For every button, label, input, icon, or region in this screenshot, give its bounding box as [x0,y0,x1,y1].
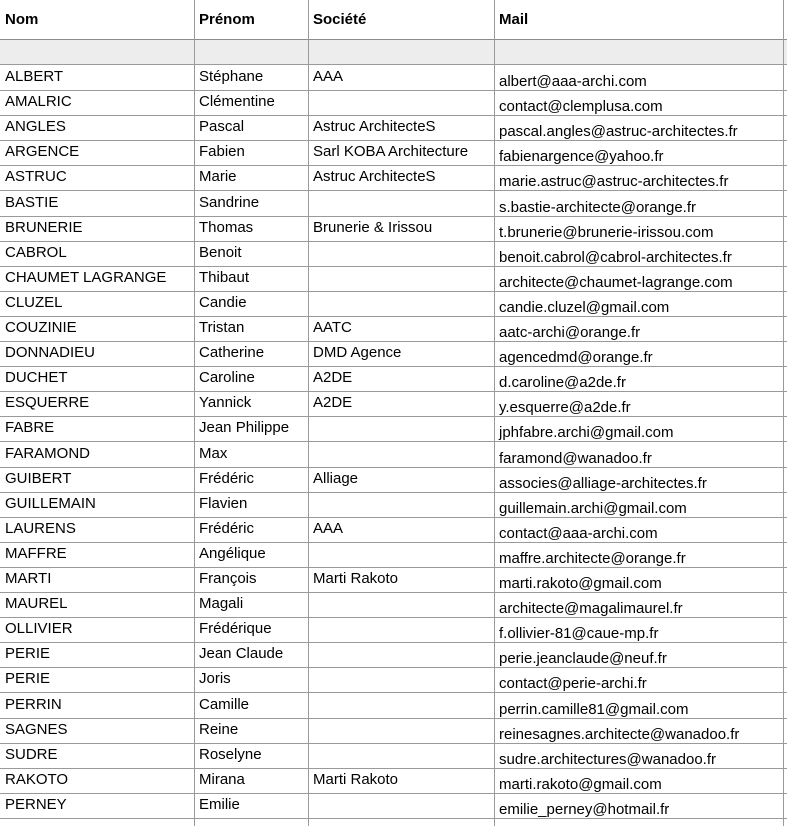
cell-nom[interactable]: PERIE [5,645,51,663]
cell-mail[interactable]: aatc-archi@orange.fr [499,324,641,341]
cell-nom[interactable]: MAFFRE [5,544,67,562]
table-row[interactable] [0,140,787,166]
table-row[interactable] [0,216,787,242]
cell-mail[interactable]: jphfabre.archi@gmail.com [499,424,674,442]
cell-prenom[interactable]: Thibaut [199,268,250,286]
table-row[interactable] [0,642,787,668]
table-row[interactable] [0,492,787,518]
cell-nom[interactable]: FARAMOND [5,444,91,462]
cell-mail[interactable]: marie.astruc@astruc-architectes.fr [499,173,729,191]
cell-nom[interactable]: PERRIN [5,695,62,713]
table-row[interactable] [0,115,787,141]
cell-nom[interactable]: SUDRE [5,745,58,763]
cell-societe[interactable]: Astruc ArchitecteS [313,168,436,186]
cell-mail[interactable]: contact@aaa-archi.com [499,524,658,542]
cell-mail[interactable]: agencedmd@orange.fr [499,349,653,367]
cell-mail[interactable]: associes@alliage-architectes.fr [499,474,707,492]
table-row[interactable] [0,416,787,442]
cell-mail[interactable]: fabienargence@yahoo.fr [499,148,664,166]
table-row[interactable] [0,743,787,769]
cell-prenom[interactable]: Camille [199,695,250,713]
cell-mail[interactable]: faramond@wanadoo.fr [499,449,652,467]
table-row[interactable] [0,191,787,217]
cell-prenom[interactable]: Pascal [199,118,245,136]
table-row[interactable] [0,467,787,493]
cell-nom[interactable]: ASTRUC [5,168,67,186]
cell-nom[interactable]: LAURENS [5,519,76,537]
cell-societe[interactable]: AATC [313,319,352,336]
cell-nom[interactable]: DONNADIEU [5,344,96,362]
cell-societe[interactable]: A2DE [313,394,353,412]
cell-nom[interactable]: PERNEY [5,795,67,813]
cell-nom[interactable]: GUIBERT [5,469,72,487]
empty-row[interactable] [0,40,787,65]
column-divider [494,0,495,826]
cell-prenom[interactable]: Reine [199,720,239,738]
cell-prenom[interactable]: Mirana [199,770,245,788]
cell-societe[interactable]: AAA [313,519,344,537]
cell-prenom[interactable]: Benoit [199,243,242,261]
cell-prenom[interactable]: Frédérique [199,620,272,638]
table-row[interactable] [0,316,787,342]
cell-mail[interactable]: pascal.angles@astruc-architectes.fr [499,123,738,141]
cell-societe[interactable]: AAA [313,68,344,85]
cell-mail[interactable]: reinesagnes.architecte@wanadoo.fr [499,725,740,743]
header-societe[interactable]: Société [313,11,367,28]
table-row[interactable] [0,617,787,643]
cell-nom[interactable]: CABROL [5,243,67,261]
cell-prenom[interactable]: Angélique [199,544,266,562]
cell-nom[interactable]: SAGNES [5,720,68,738]
cell-nom[interactable]: ANGLES [5,118,66,136]
cell-mail[interactable]: f.ollivier-81@caue-mp.fr [499,625,659,643]
table-row[interactable] [0,517,787,543]
cell-mail[interactable]: y.esquerre@a2de.fr [499,399,631,417]
cell-mail[interactable]: sudre.architectures@wanadoo.fr [499,750,717,768]
cell-prenom[interactable]: Tristan [199,319,245,336]
cell-mail[interactable]: perie.jeanclaude@neuf.fr [499,650,667,668]
cell-societe[interactable]: Alliage [313,469,359,487]
header-nom[interactable]: Nom [5,11,39,28]
table-row[interactable] [0,768,787,794]
cell-nom[interactable]: CLUZEL [5,293,63,311]
cell-prenom[interactable]: Caroline [199,369,255,387]
table-row[interactable] [0,567,787,593]
cell-nom[interactable]: GUILLEMAIN [5,494,96,512]
cell-mail[interactable]: benoit.cabrol@cabrol-architectes.fr [499,248,732,266]
cell-nom[interactable]: CHAUMET LAGRANGE [5,268,167,286]
cell-prenom[interactable]: Marie [199,168,237,186]
cell-prenom[interactable]: Max [199,444,228,462]
cell-mail[interactable]: architecte@magalimaurel.fr [499,600,683,618]
table-row[interactable] [0,693,787,719]
table-row[interactable] [0,165,787,191]
table-row[interactable] [0,90,787,116]
cell-mail[interactable]: emilie_perney@hotmail.fr [499,800,670,818]
header-prenom[interactable]: Prénom [199,11,255,28]
header-mail[interactable]: Mail [499,11,529,28]
cell-nom[interactable]: BRUNERIE [5,218,83,236]
cell-prenom[interactable]: Frédéric [199,469,255,487]
cell-mail[interactable]: t.brunerie@brunerie-irissou.com [499,223,714,241]
cell-mail[interactable]: guillemain.archi@gmail.com [499,499,687,517]
cell-nom[interactable]: OLLIVIER [5,620,73,638]
cell-prenom[interactable]: Flavien [199,494,248,512]
cell-nom[interactable]: MAUREL [5,595,68,613]
table-row[interactable] [0,241,787,267]
table-row[interactable] [0,718,787,744]
table-row[interactable] [0,442,787,468]
cell-mail[interactable]: marti.rakoto@gmail.com [499,775,662,793]
table-row[interactable] [0,391,787,417]
column-divider [308,0,309,826]
column-divider [783,0,784,826]
table-row[interactable] [0,667,787,693]
cell-prenom[interactable]: Thomas [199,218,254,236]
cell-nom[interactable]: FABRE [5,419,55,437]
table-row[interactable] [0,291,787,317]
cell-nom[interactable]: AMALRIC [5,93,72,111]
cell-prenom[interactable]: Jean Philippe [199,419,290,437]
cell-prenom[interactable]: Roselyne [199,745,262,763]
cell-nom[interactable]: ARGENCE [5,143,80,161]
cell-mail[interactable]: contact@perie-archi.fr [499,675,647,693]
cell-prenom[interactable]: Sandrine [199,193,260,211]
table-row[interactable] [0,341,787,367]
header-row [0,0,787,40]
cell-nom[interactable]: DUCHET [5,369,68,387]
cell-mail[interactable]: maffre.architecte@orange.fr [499,549,686,567]
cell-mail[interactable]: s.bastie-architecte@orange.fr [499,198,696,216]
cell-prenom[interactable]: Candie [199,293,247,311]
cell-prenom[interactable]: Catherine [199,344,265,362]
cell-mail[interactable]: architecte@chaumet-lagrange.com [499,273,733,291]
table-row[interactable] [0,542,787,568]
table-row[interactable] [0,793,787,819]
cell-societe[interactable]: DMD Agence [313,344,402,362]
cell-nom[interactable]: RAKOTO [5,770,69,788]
cell-mail[interactable]: albert@aaa-archi.com [499,73,647,90]
table-row[interactable] [0,592,787,618]
cell-societe[interactable]: Sarl KOBA Architecture [313,143,469,161]
cell-prenom[interactable]: Magali [199,595,244,613]
cell-mail[interactable]: marti.rakoto@gmail.com [499,575,662,592]
cell-nom[interactable]: ALBERT [5,68,64,85]
cell-nom[interactable]: MARTI [5,570,52,587]
cell-prenom[interactable]: Clémentine [199,93,275,111]
column-divider [194,0,195,826]
cell-prenom[interactable]: Emilie [199,795,240,813]
cell-societe[interactable]: Marti Rakoto [313,770,399,788]
cell-nom[interactable]: COUZINIE [5,319,77,336]
cell-prenom[interactable]: François [199,570,257,587]
cell-societe[interactable]: Brunerie & Irissou [313,218,433,236]
cell-mail[interactable]: d.caroline@a2de.fr [499,374,626,392]
cell-prenom[interactable]: Jean Claude [199,645,284,663]
table-row[interactable] [0,366,787,392]
cell-prenom[interactable]: Fabien [199,143,245,161]
cell-mail[interactable]: perrin.camille81@gmail.com [499,700,689,718]
table-row[interactable] [0,65,787,91]
cell-mail[interactable]: contact@clemplusa.com [499,98,663,116]
cell-prenom[interactable]: Stéphane [199,68,264,85]
cell-nom[interactable]: PERIE [5,670,51,688]
cell-mail[interactable]: candie.cluzel@gmail.com [499,298,670,316]
cell-societe[interactable]: A2DE [313,369,353,387]
cell-societe[interactable]: Astruc ArchitecteS [313,118,436,136]
cell-societe[interactable]: Marti Rakoto [313,570,399,587]
cell-prenom[interactable]: Frédéric [199,519,255,537]
table-row[interactable] [0,266,787,292]
cell-prenom[interactable]: Yannick [199,394,252,412]
cell-nom[interactable]: BASTIE [5,193,59,211]
cell-nom[interactable]: ESQUERRE [5,394,90,412]
cell-prenom[interactable]: Joris [199,670,231,688]
